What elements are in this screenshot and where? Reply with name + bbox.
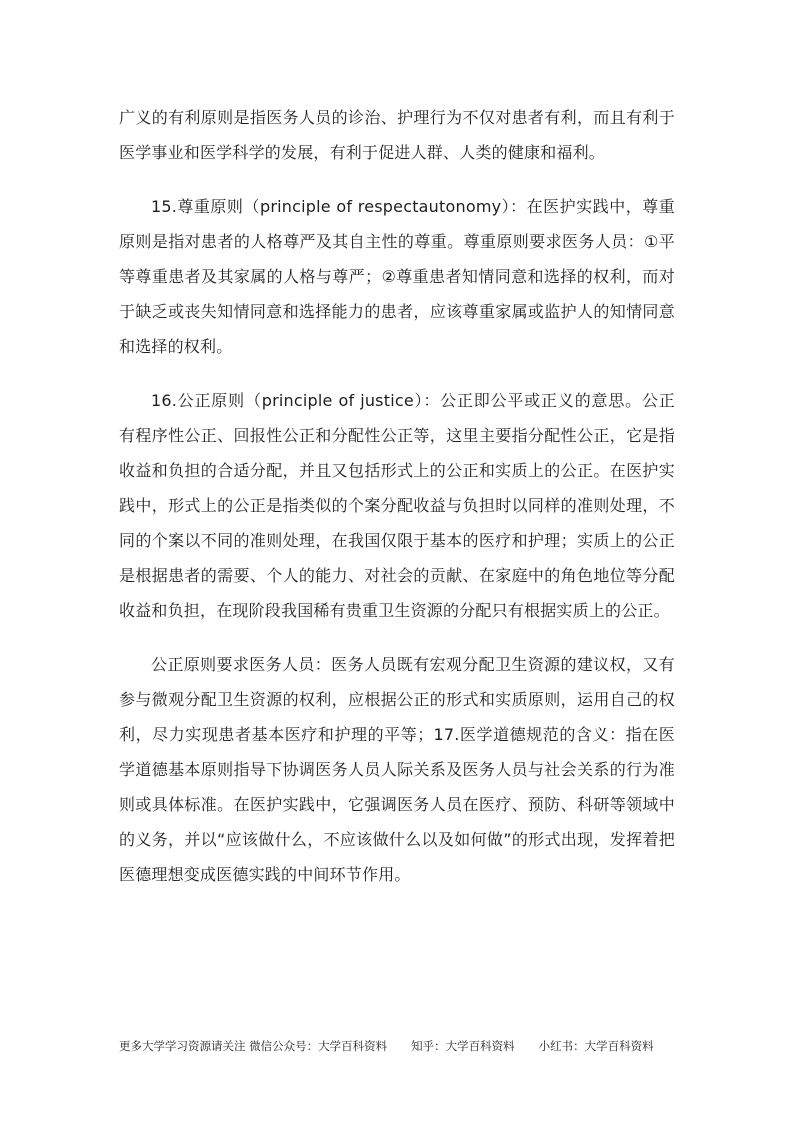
paragraph-beneficence: 广义的有利原则是指医务人员的诊治、护理行为不仅对患者有利，而且有利于医学事业和医学科学的发展，有利于促进人群、人类的健康和福利。 — [119, 108, 675, 162]
footer-wechat-note: 更多大学学习资源请关注 微信公众号：大学百科资料 — [119, 1039, 388, 1053]
paragraph-justice-requirements: 公正原则要求医务人员：医务人员既有宏观分配卫生资源的建议权，又有参与微观分配卫生资源的权利，应根据公正的形式和实质原则，运用自己的权利，尽力实现患者基本医疗和护理的平等；17.医学道德规范的含义：指在医学道德基本原则指导下协调医务人员人际关系及医务人员与社会关系的行为准则或具体标准。在医护实践中，它强调医务人员在医疗、预防、科研等领域中的义务，并以“应该做什么，不应该做什么以及如何做”的形式出现，发挥着把医德理想变成医德实践的中间环节作用。 — [119, 655, 675, 884]
footer-xiaohongshu-note: 小红书：大学百科资料 — [538, 1039, 654, 1053]
paragraph-respect-principle: 15.尊重原则（principle of respectautonomy）：在医护实践中，尊重原则是指对患者的人格尊严及其自主性的尊重。尊重原则要求医务人员：①平等尊重患者及其家属的人格与尊严；②尊重患者知情同意和选择的权利，而对于缺乏或丧失知情同意和选择能力的患者，应该尊重家属或监护人的知情同意和选择的权利。 — [119, 197, 675, 356]
paragraph-justice-principle: 16.公正原则（principle of justice）：公正即公平或正义的意思。公正有程序性公正、回报性公正和分配性公正等，这里主要指分配性公正，它是指收益和负担的合适分配，并且又包括形式上的公正和实质上的公正。在医护实践中，形式上的公正是指类似的个案分配收益与负担时以同样的准则处理，不同的个案以不同的准则处理，在我国仅限于基本的医疗和护理；实质上的公正是根据患者的需要、个人的能力、对社会的贡献、在家庭中的角色地位等分配收益和负担，在现阶段我国稀有贵重卫生资源的分配只有根据实质上的公正。 — [119, 391, 675, 620]
page-footer — [119, 1036, 679, 1056]
document-body — [119, 100, 675, 911]
footer-zhihu-note: 知乎：大学百科资料 — [411, 1039, 515, 1053]
